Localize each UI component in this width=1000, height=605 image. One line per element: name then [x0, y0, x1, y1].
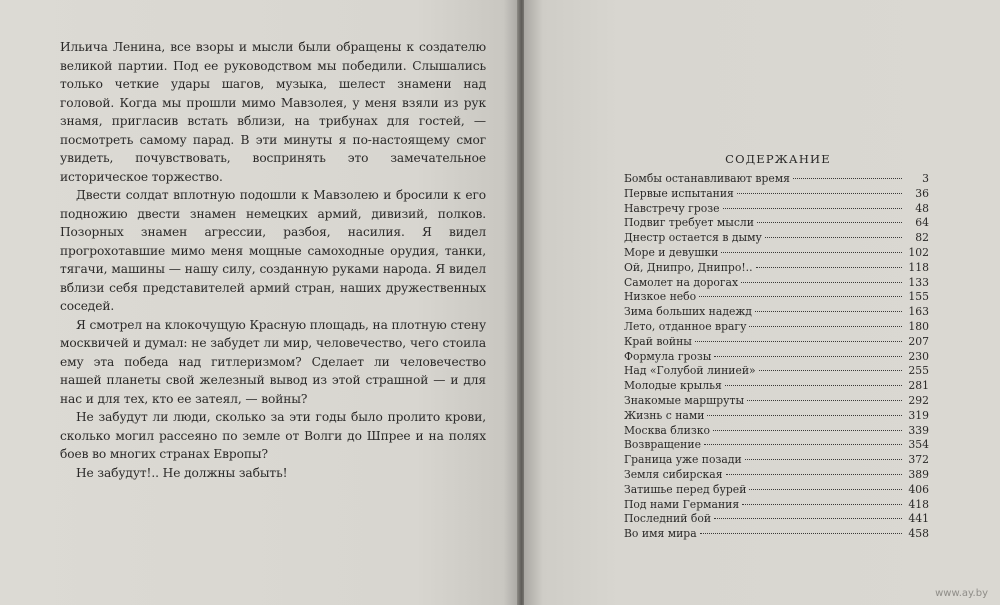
toc-entry-title: Днестр остается в дыму: [624, 231, 762, 245]
toc-leader-dots: [726, 474, 902, 475]
toc-entry: [624, 453, 929, 468]
toc-leader-dots: [759, 370, 902, 371]
toc-leader-dots: [745, 459, 902, 460]
table-of-contents: [624, 172, 929, 542]
toc-entry-title: Подвиг требует мысли: [624, 216, 754, 230]
toc-entry-page: 354: [908, 438, 929, 452]
toc-entry-title: Первые испытания: [624, 186, 734, 200]
toc-entry-title: Под нами Германия: [624, 497, 740, 511]
toc-entry-title: Море и девушки: [624, 245, 719, 259]
toc-entry-page: 418: [908, 497, 929, 511]
toc-entry: [624, 335, 929, 350]
body-paragraph: Не забудут!.. Не должны забыть!: [76, 465, 288, 480]
toc-leader-dots: [793, 178, 902, 179]
toc-entry-title: Низкое небо: [624, 290, 697, 304]
body-paragraph: Я смотрел на клокочущую Красную площадь, на плотную стену москвичей и думал: не забудет ли мир, человечество, чего стоила ему эта победа над гитлеризмом? Сделает ли человечество нашей планеты свой железный вывод из этой страшной — и для нас и для тех, кто ее затеял, — войны?: [60, 317, 487, 406]
toc-entry: [624, 364, 929, 379]
toc-entry-page: 281: [908, 379, 929, 393]
toc-entry-title: Формула грозы: [624, 349, 712, 363]
toc-entry-page: 458: [908, 527, 929, 541]
toc-entry-title: Граница уже позади: [624, 453, 742, 467]
toc-entry: [624, 438, 929, 453]
toc-entry-page: 118: [908, 260, 929, 274]
toc-leader-dots: [713, 430, 902, 431]
toc-entry-title: Самолет на дорогах: [624, 275, 739, 289]
toc-entry-title: Край войны: [624, 334, 692, 348]
toc-entry: [624, 320, 929, 335]
toc-entry-title: Земля сибирская: [624, 467, 723, 481]
toc-entry-title: Навстречу грозе: [624, 201, 720, 215]
toc-leader-dots: [741, 282, 902, 283]
toc-entry-page: 372: [908, 453, 929, 467]
toc-entry-title: Во имя мира: [624, 527, 697, 541]
toc-title: СОДЕРЖАНИЕ: [725, 152, 831, 166]
toc-entry-title: Жизнь с нами: [624, 408, 705, 422]
toc-entry: [624, 498, 929, 513]
toc-entry: [624, 290, 929, 305]
toc-entry-title: Возвращение: [624, 438, 701, 452]
toc-leader-dots: [707, 415, 902, 416]
toc-entry-page: 406: [908, 482, 929, 496]
toc-entry-page: 36: [915, 186, 929, 200]
toc-entry: [624, 276, 929, 291]
toc-entry-page: 155: [908, 290, 929, 304]
toc-leader-dots: [714, 518, 902, 519]
toc-leader-dots: [700, 533, 902, 534]
toc-entry: [624, 187, 929, 202]
toc-entry-title: Затишье перед бурей: [624, 482, 747, 496]
toc-leader-dots: [725, 385, 902, 386]
toc-leader-dots: [747, 400, 902, 401]
toc-leader-dots: [695, 341, 902, 342]
toc-leader-dots: [765, 237, 902, 238]
toc-leader-dots: [756, 267, 902, 268]
toc-leader-dots: [714, 356, 902, 357]
toc-entry: [624, 409, 929, 424]
toc-entry-title: Знакомые маршруты: [624, 393, 745, 407]
toc-entry-page: 3: [922, 172, 929, 185]
toc-entry-page: 230: [908, 349, 929, 363]
toc-entry-page: 48: [915, 201, 929, 215]
toc-entry: [624, 483, 929, 498]
toc-entry: [624, 379, 929, 394]
toc-entry: [624, 424, 929, 439]
toc-leader-dots: [704, 444, 902, 445]
toc-leader-dots: [721, 252, 902, 253]
toc-entry: [624, 512, 929, 527]
toc-entry-page: 255: [908, 364, 929, 378]
toc-leader-dots: [742, 504, 902, 505]
toc-leader-dots: [749, 326, 902, 327]
body-paragraph: Не забудут ли люди, сколько за эти годы было пролито крови, сколько могил рассеяно по земле от Волги до Шпрее и на полях боев во многих странах Европы?: [60, 410, 486, 461]
toc-leader-dots: [749, 489, 902, 490]
toc-entry-page: 319: [908, 408, 929, 422]
toc-leader-dots: [699, 296, 902, 297]
toc-leader-dots: [737, 193, 902, 194]
toc-entry: [624, 394, 929, 409]
toc-entry-title: Молодые крылья: [624, 379, 722, 393]
toc-entry: [624, 202, 929, 217]
toc-entry-page: 389: [908, 467, 929, 481]
toc-entry-page: 82: [915, 231, 929, 245]
toc-entry-page: 133: [908, 275, 929, 289]
body-text: [60, 38, 486, 482]
toc-leader-dots: [757, 222, 902, 223]
toc-entry-title: Последний бой: [624, 512, 712, 526]
watermark: www.ay.by: [935, 588, 988, 599]
body-paragraph: Двести солдат вплотную подошли к Мавзолею и бросили к его подножию двести знамен немецких армий, дивизий, полков. Позорных знамен агрессии, разбоя, насилия. Я видел прогрохотавшие мимо меня мощные самоходные орудия, танки, тягачи, машины — нашу силу, созданную руками народа. Я видел вблизи себя представителей армий стран, наших дружественных соседей.: [60, 188, 486, 313]
toc-entry: [624, 350, 929, 365]
toc-entry-page: 180: [908, 319, 929, 333]
toc-entry-title: Лето, отданное врагу: [624, 319, 747, 333]
toc-entry-title: Зима больших надежд: [624, 305, 752, 319]
toc-entry: [624, 527, 929, 542]
toc-entry-page: 64: [915, 216, 929, 230]
toc-entry-title: Бомбы останавливают время: [624, 172, 790, 185]
toc-entry-page: 292: [908, 393, 929, 407]
toc-entry: [624, 216, 929, 231]
toc-entry-title: Над «Голубой линией»: [624, 364, 756, 378]
toc-entry: [624, 261, 929, 276]
toc-entry: [624, 246, 929, 261]
toc-entry: [624, 172, 929, 187]
toc-leader-dots: [755, 311, 902, 312]
body-paragraph: Ильича Ленина, все взоры и мысли были обращены к создателю великой партии. Под ее руководством мы победили. Слышались только четкие удары шагов, музыка, шелест знамени над головой. Когда мы прошли мимо Мавзолея, у меня взяли из рук знамя, пригласив встать вблизи, на трибунах для гостей, — посмотреть самому парад. В эти минуты я по-настоящему смог увидеть, почувствовать, воспринять это замечательное историческое торжество.: [60, 40, 486, 184]
toc-entry-title: Ой, Днипро, Днипро!..: [624, 260, 753, 274]
toc-entry-page: 102: [908, 245, 929, 259]
toc-leader-dots: [723, 208, 902, 209]
toc-entry-page: 207: [908, 334, 929, 348]
toc-entry: [624, 231, 929, 246]
toc-entry-page: 163: [908, 305, 929, 319]
toc-entry-page: 441: [908, 512, 929, 526]
toc-entry-page: 339: [908, 423, 929, 437]
toc-entry: [624, 468, 929, 483]
toc-entry-title: Москва близко: [624, 423, 710, 437]
toc-entry: [624, 305, 929, 320]
